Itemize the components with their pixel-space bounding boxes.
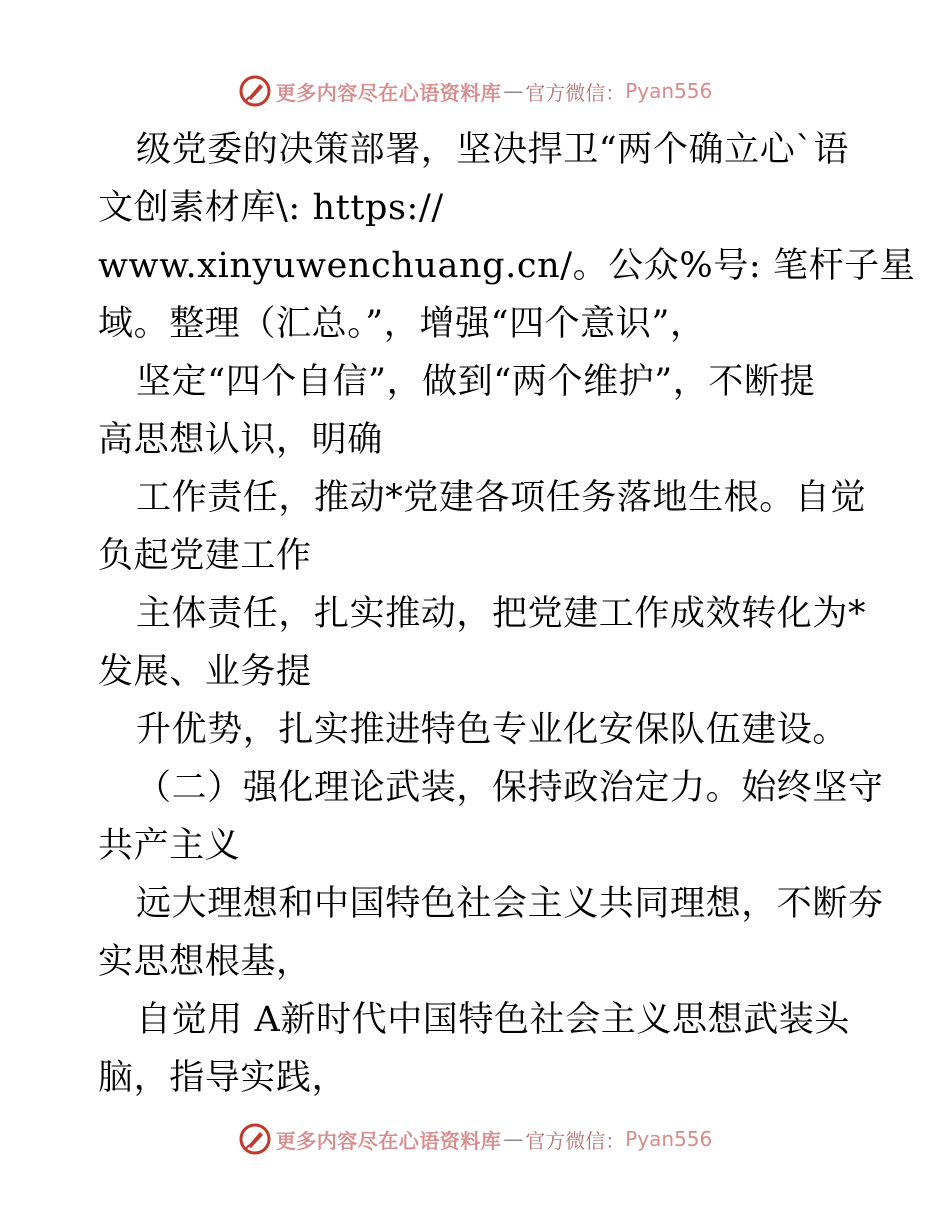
text-line: 自觉用 A新时代中国特色社会主义思想武装头 (136, 1000, 851, 1040)
text-line: 高思想认识，明确 (98, 420, 383, 460)
banner-dash: — (503, 1127, 524, 1151)
text-line: 发展、业务提 (98, 652, 312, 692)
text-line: 实思想根基， (98, 942, 312, 982)
text-line: （二）强化理论武装，保持政治定力。始终坚守 (136, 768, 884, 808)
banner-wechat-label: 官方微信： (525, 80, 626, 105)
banner-wechat-id: Pyan556 (625, 1127, 713, 1151)
text-line: 坚定“四个自信”，做到“两个维护”，不断提 (136, 362, 816, 402)
text-line: 域。整理（汇总。”，增强“四个意识”， (98, 304, 706, 344)
banner-dash: — (503, 79, 524, 103)
banner-wechat-label: 官方微信： (525, 1128, 626, 1153)
text-line: 负起党建工作 (98, 536, 312, 576)
text-line: www.xinyuwenchuang.cn/。公众%号: 笔杆子星 (98, 246, 916, 286)
text-line: 主体责任，扎实推动，把党建工作成效转化为* (136, 594, 867, 634)
text-line: 级党委的决策部署，坚决捍卫“两个确立心`语 (136, 130, 849, 170)
footer-watermark-banner (0, 1119, 950, 1159)
text-line: 工作责任，推动*党建各项任务落地生根。自觉 (136, 478, 867, 518)
document-body (98, 121, 916, 1107)
text-line: 升优势，扎实推进特色专业化安保队伍建设。 (136, 710, 849, 750)
text-line: 远大理想和中国特色社会主义共同理想，不断夯 (136, 884, 884, 924)
text-line: 共产主义 (98, 826, 241, 866)
banner-wechat-id: Pyan556 (625, 79, 713, 103)
quill-circle-icon (238, 1122, 272, 1156)
header-watermark-banner (0, 71, 950, 111)
banner-text: 更多内容尽在心语资料库 (275, 80, 502, 105)
quill-circle-icon (238, 74, 272, 108)
banner-text: 更多内容尽在心语资料库 (275, 1128, 502, 1153)
text-line: 脑，指导实践， (98, 1058, 348, 1098)
text-line: 文创素材库\: https:// (98, 188, 444, 228)
